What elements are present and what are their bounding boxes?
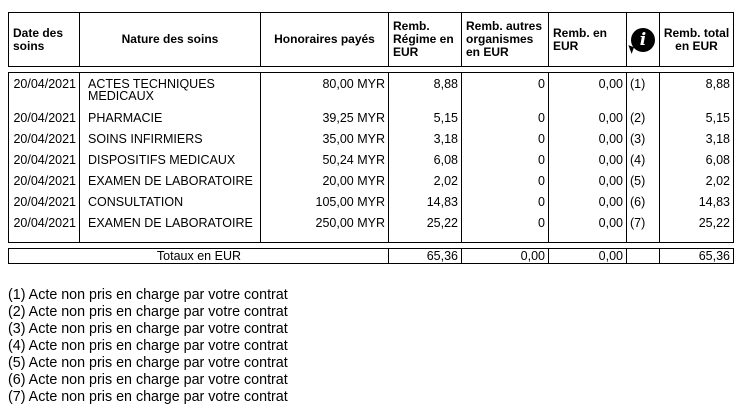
cell-date: 20/04/2021: [9, 73, 80, 111]
cell-honoraires: 20,00 MYR: [261, 173, 389, 194]
cell-total: 6,08: [660, 152, 734, 173]
cell-note: (3): [627, 131, 660, 152]
info-icon: i: [631, 28, 655, 52]
cell-nature: ACTES TECHNIQUES MEDICAUX: [80, 73, 261, 111]
detail-table: [8, 72, 734, 243]
cell-total: 2,02: [660, 173, 734, 194]
cell-remb: 0,00: [549, 131, 627, 152]
totals-label: Totaux en EUR: [9, 249, 389, 264]
cell-honoraires: 80,00 MYR: [261, 73, 389, 111]
cell-nature: EXAMEN DE LABORATOIRE: [80, 173, 261, 194]
note-item: (4) Acte non pris en charge par votre contrat: [8, 338, 288, 354]
cell-total: 3,18: [660, 131, 734, 152]
note-item: (6) Acte non pris en charge par votre contrat: [8, 372, 288, 388]
cell-date: 20/04/2021: [9, 131, 80, 152]
cell-autres: 0: [462, 194, 549, 215]
header-nature: Nature des soins: [80, 13, 261, 67]
header-honoraires: Honoraires payés: [261, 13, 389, 67]
note-item: (7) Acte non pris en charge par votre contrat: [8, 389, 288, 405]
table-row: [9, 73, 734, 111]
cell-note: (7): [627, 215, 660, 236]
cell-regime: 5,15: [389, 110, 462, 131]
cell-total: 14,83: [660, 194, 734, 215]
totals-remb: 0,00: [549, 249, 627, 264]
cell-regime: 25,22: [389, 215, 462, 236]
cell-remb: 0,00: [549, 194, 627, 215]
spacer-row: [9, 236, 734, 243]
cell-regime: 8,88: [389, 73, 462, 111]
note-item: (2) Acte non pris en charge par votre contrat: [8, 304, 288, 320]
cell-regime: 6,08: [389, 152, 462, 173]
cell-remb: 0,00: [549, 152, 627, 173]
cell-note: (5): [627, 173, 660, 194]
cell-nature: CONSULTATION: [80, 194, 261, 215]
cell-honoraires: 250,00 MYR: [261, 215, 389, 236]
cell-honoraires: 105,00 MYR: [261, 194, 389, 215]
cell-nature: DISPOSITIFS MEDICAUX: [80, 152, 261, 173]
table-row: [9, 110, 734, 131]
totals-regime: 65,36: [389, 249, 462, 264]
cell-total: 8,88: [660, 73, 734, 111]
notes-list: [8, 287, 288, 406]
cell-autres: 0: [462, 152, 549, 173]
cell-regime: 2,02: [389, 173, 462, 194]
table-row: [9, 152, 734, 173]
cell-remb: 0,00: [549, 110, 627, 131]
totals-autres: 0,00: [462, 249, 549, 264]
header-table: [8, 12, 734, 67]
header-date: Date des soins: [9, 13, 80, 67]
cell-total: 5,15: [660, 110, 734, 131]
cell-honoraires: 39,25 MYR: [261, 110, 389, 131]
cell-autres: 0: [462, 131, 549, 152]
header-remb-regime: Remb. Régime en EUR: [389, 13, 462, 67]
cell-nature: PHARMACIE: [80, 110, 261, 131]
cell-date: 20/04/2021: [9, 215, 80, 236]
note-item: (5) Acte non pris en charge par votre contrat: [8, 355, 288, 371]
cell-autres: 0: [462, 73, 549, 111]
cell-total: 25,22: [660, 215, 734, 236]
table-row: [9, 215, 734, 236]
cell-remb: 0,00: [549, 73, 627, 111]
cell-nature: EXAMEN DE LABORATOIRE: [80, 215, 261, 236]
cell-nature: SOINS INFIRMIERS: [80, 131, 261, 152]
totals-table: [8, 248, 734, 264]
header-remb-en: Remb. en EUR: [549, 13, 627, 67]
cell-date: 20/04/2021: [9, 194, 80, 215]
table-row: [9, 194, 734, 215]
cell-note: (4): [627, 152, 660, 173]
cell-remb: 0,00: [549, 173, 627, 194]
header-remb-total: Remb. total en EUR: [660, 13, 734, 67]
cell-honoraires: 50,24 MYR: [261, 152, 389, 173]
totals-info: [627, 249, 660, 264]
note-item: (3) Acte non pris en charge par votre contrat: [8, 321, 288, 337]
table-row: [9, 173, 734, 194]
cell-note: (6): [627, 194, 660, 215]
cell-note: (2): [627, 110, 660, 131]
totals-total: 65,36: [660, 249, 734, 264]
table-row: [9, 131, 734, 152]
cell-autres: 0: [462, 110, 549, 131]
cell-honoraires: 35,00 MYR: [261, 131, 389, 152]
cell-autres: 0: [462, 173, 549, 194]
header-remb-autres: Remb. autres organismes en EUR: [462, 13, 549, 67]
cell-note: (1): [627, 73, 660, 111]
cell-regime: 14,83: [389, 194, 462, 215]
header-info: [627, 13, 660, 67]
cell-date: 20/04/2021: [9, 110, 80, 131]
note-item: (1) Acte non pris en charge par votre contrat: [8, 287, 288, 303]
cell-date: 20/04/2021: [9, 152, 80, 173]
cell-remb: 0,00: [549, 215, 627, 236]
cell-date: 20/04/2021: [9, 173, 80, 194]
cell-regime: 3,18: [389, 131, 462, 152]
cell-autres: 0: [462, 215, 549, 236]
